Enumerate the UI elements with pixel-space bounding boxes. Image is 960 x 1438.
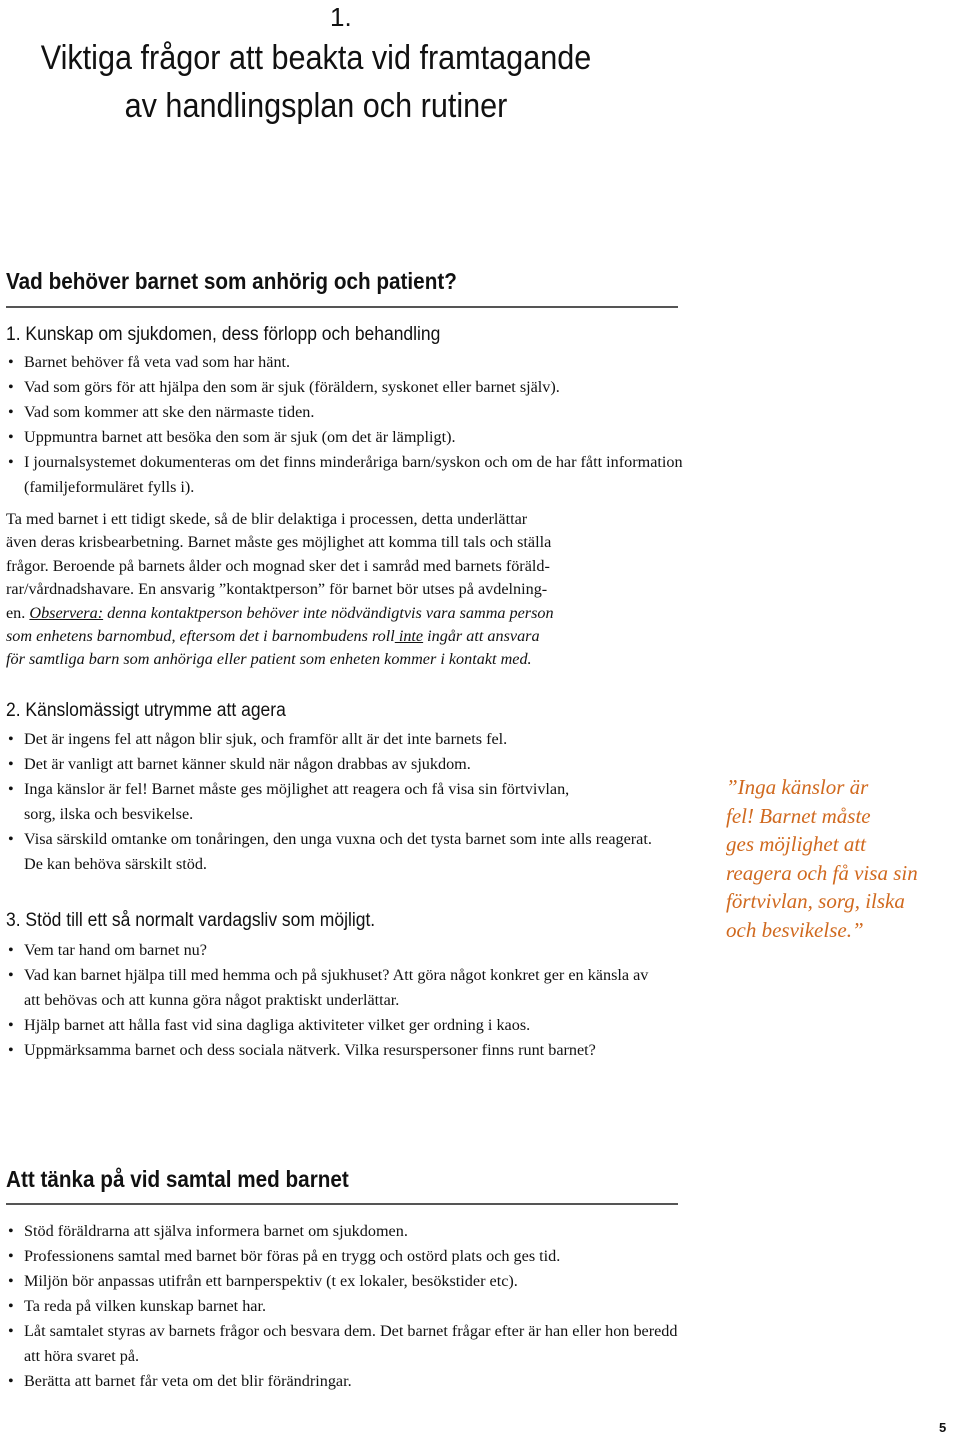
quote-line: fel! Barnet måste — [726, 803, 871, 828]
list-item: • Vad som görs för att hjälpa den som är sjuk (föräldern, syskonet eller barnet själv). — [8, 375, 688, 400]
subheading-emotional-space: 2. Känslomässigt utrymme att agera — [6, 700, 286, 721]
paragraph-involve-child — [6, 508, 696, 672]
list-item: • Det är ingens fel att någon blir sjuk, och framför allt är det inte barnets fel. — [8, 727, 648, 752]
paragraph-text: som enhetens barnombud, eftersom det i barnombudens roll — [6, 627, 395, 646]
paragraph-line: även deras krisbearbetning. Barnet måste ges möjlighet att komma till tals och ställa — [6, 533, 552, 552]
list-item: • Inga känslor är fel! Barnet måste ges möjlighet att reagera och få visa sin förtvivlan, sorg, ilska och besvikelse. — [8, 777, 584, 827]
title-line-1: Viktiga frågor att beakta vid framtagande — [40, 39, 592, 77]
bullet-list-everyday — [8, 938, 658, 1063]
observe-label: Observera: — [29, 603, 104, 622]
list-item: • I journalsystemet dokumenteras om det finns minderåriga barn/syskon och om de har fått information (familjeformuläret fylls i). — [8, 450, 684, 500]
list-item: • Uppmuntra barnet att besöka den som är sjuk (om det är lämpligt). — [8, 425, 688, 450]
paragraph-line — [6, 648, 696, 671]
list-item: • Vad som kommer att ske den närmaste tiden. — [8, 400, 688, 425]
subheading-knowledge: 1. Kunskap om sjukdomen, dess förlopp och behandling — [6, 324, 441, 345]
chapter-number: 1. — [330, 2, 352, 32]
paragraph-line — [6, 625, 696, 648]
bullet-list-emotional — [8, 727, 652, 877]
inte-emphasis: inte — [394, 627, 424, 646]
quote-line: reagera och få visa sin — [726, 860, 918, 885]
pull-quote — [726, 773, 956, 945]
paragraph-line — [6, 602, 696, 625]
list-item: • Berätta att barnet får veta om det blir förändringar. — [8, 1369, 698, 1394]
list-item: • Stöd föräldrarna att själva informera barnet om sjukdomen. — [8, 1219, 698, 1244]
bullet-list-conversation — [8, 1219, 698, 1394]
section-heading-conversation: Att tänka på vid samtal med barnet — [6, 1166, 349, 1192]
paragraph-text: en. — [6, 603, 30, 622]
quote-line: ges möjlighet att — [726, 832, 866, 857]
list-item: • Miljön bör anpassas utifrån ett barnperspektiv (t ex lokaler, besökstider etc). — [8, 1269, 698, 1294]
list-item: • Visa särskild omtanke om tonåringen, den unga vuxna och det tysta barnet som inte alls reagerat. De kan behöva särskilt stöd. — [8, 827, 654, 877]
quote-line: förtvivlan, sorg, ilska — [726, 889, 905, 914]
page-title — [28, 34, 604, 130]
list-item: • Vem tar hand om barnet nu? — [8, 938, 658, 963]
title-line-2: av handlingsplan och rutiner — [124, 87, 508, 125]
page-number: 5 — [939, 1420, 947, 1435]
list-item: • Barnet behöver få veta vad som har hänt. — [8, 350, 688, 375]
list-item: • Vad kan barnet hjälpa till med hemma och på sjukhuset? Att göra något konkret ger en känsla av att behövas och att kunna göra något praktiskt underlättar. — [8, 963, 664, 1013]
paragraph-text: denna kontaktperson behöver inte nödvändigtvis vara samma person — [103, 603, 554, 622]
paragraph-text: för samtliga barn som anhöriga eller patient som enheten kommer i kontakt med. — [6, 650, 532, 669]
list-item: • Professionens samtal med barnet bör föras på en trygg och ostörd plats och ges tid. — [8, 1244, 698, 1269]
subheading-everyday-life: 3. Stöd till ett så normalt vardagsliv som möjligt. — [6, 910, 376, 931]
list-item: • Ta reda på vilken kunskap barnet har. — [8, 1294, 698, 1319]
paragraph-line: rar/vårdnadshavare. En ansvarig ”kontaktperson” för barnet bör utses på avdelning- — [6, 580, 548, 599]
list-item: • Hjälp barnet att hålla fast vid sina dagliga aktiviteter vilket ger ordning i kaos. — [8, 1013, 658, 1038]
paragraph-text: ingår att ansvara — [423, 627, 540, 646]
quote-line: ”Inga känslor är — [726, 775, 869, 799]
quote-line: och besvikelse.” — [726, 917, 864, 942]
paragraph-line: frågor. Beroende på barnets ålder och mognad sker det i samråd med barnets föräld- — [6, 556, 550, 575]
bullet-list-knowledge — [8, 350, 688, 500]
list-item: • Uppmärksamma barnet och dess sociala nätverk. Vilka resurspersoner finns runt barnet? — [8, 1038, 664, 1063]
section-divider — [6, 306, 678, 308]
list-item: • Låt samtalet styras av barnets frågor och besvara dem. Det barnet frågar efter är han eller hon beredd att höra svaret på. — [8, 1319, 684, 1369]
section-heading-needs: Vad behöver barnet som anhörig och patient? — [6, 268, 457, 294]
section-divider — [6, 1203, 678, 1205]
list-item: • Det är vanligt att barnet känner skuld när någon drabbas av sjukdom. — [8, 752, 648, 777]
paragraph-line: Ta med barnet i ett tidigt skede, så de blir delaktiga i processen, detta underlättar — [6, 510, 528, 528]
